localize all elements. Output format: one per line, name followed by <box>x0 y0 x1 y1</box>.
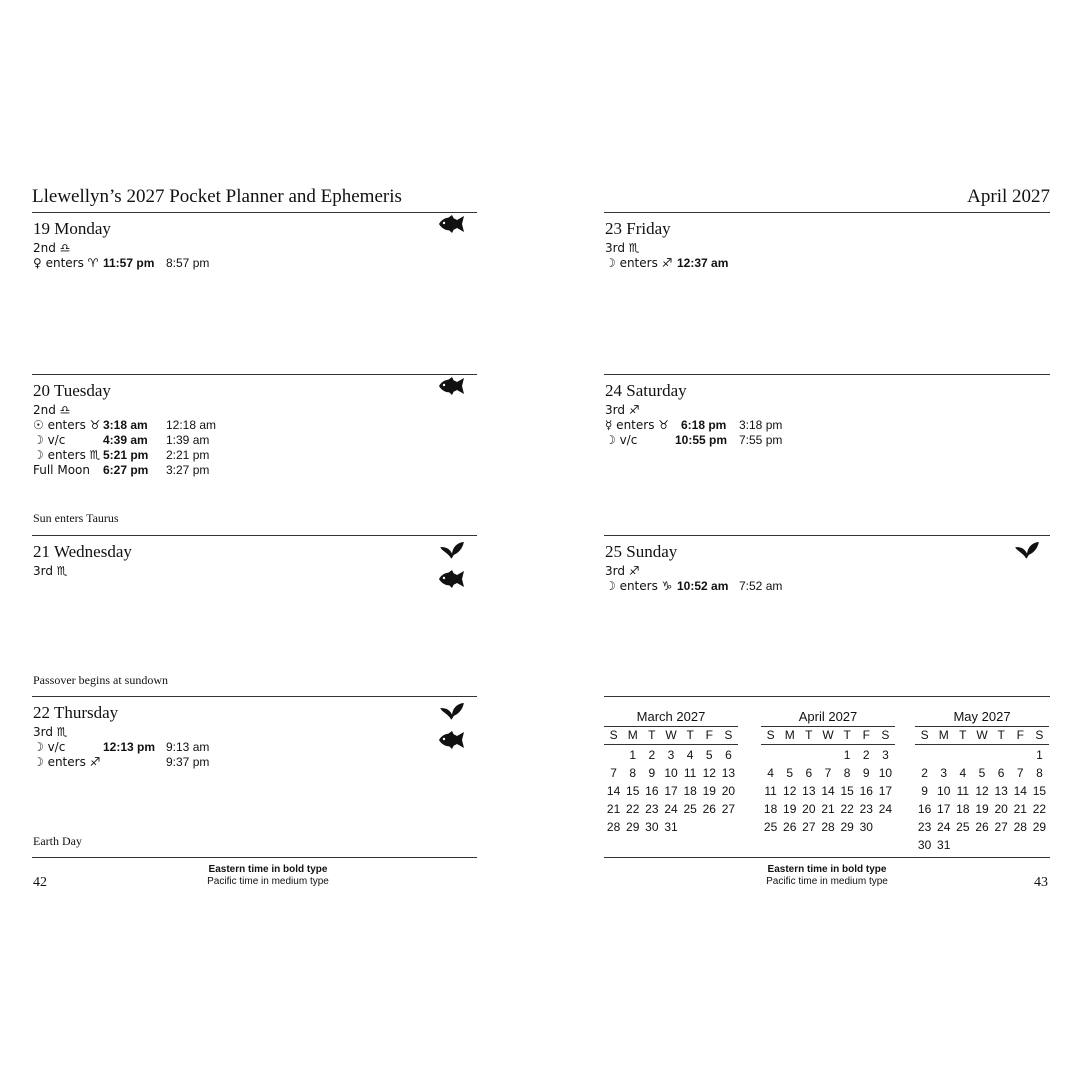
date-cell: 18 <box>956 802 970 816</box>
event-label: ☽ v/c <box>605 433 638 447</box>
pacific-time: 9:13 am <box>166 740 210 754</box>
date-cell: 23 <box>645 802 659 816</box>
eastern-time: 11:57 pm <box>103 256 155 270</box>
date-cell: 14 <box>1013 784 1027 798</box>
divider <box>604 857 1050 858</box>
weekday-header <box>604 727 738 745</box>
event-label: ☽ enters ♑ <box>605 579 673 593</box>
date-cell: 15 <box>1032 784 1047 798</box>
day-note: Passover begins at sundown <box>33 673 168 687</box>
calendar-title: March 2027 <box>604 709 738 727</box>
day-title: 19 Monday <box>33 219 111 238</box>
day-title: 24 Saturday <box>605 381 687 400</box>
date-cell: 12 <box>783 784 797 798</box>
date-cell: 16 <box>645 784 659 798</box>
moon-phase: 3rd ♐ <box>605 564 640 578</box>
date-cell: 6 <box>805 766 813 780</box>
day-block-25-sunday <box>604 536 1050 696</box>
date-cell: 26 <box>702 802 716 816</box>
running-head: April 2027 <box>967 186 1050 207</box>
date-cell: 2 <box>648 748 656 762</box>
event-label: ☉ enters ♉ <box>33 418 101 432</box>
date-cell: 27 <box>994 820 1008 834</box>
eastern-time: 6:18 pm <box>681 418 727 432</box>
date-cell: 10 <box>878 766 893 780</box>
date-cell: 11 <box>956 784 970 798</box>
date-cell: 12 <box>702 766 716 780</box>
running-head: Llewellyn’s 2027 Pocket Planner and Ephemeris <box>32 186 402 207</box>
date-cell: 8 <box>629 766 637 780</box>
empty-cell <box>799 746 818 764</box>
leaf-icon <box>1012 540 1042 560</box>
eastern-time: 12:37 am <box>677 256 729 270</box>
date-cell: 19 <box>783 802 797 816</box>
date-cell: 22 <box>1032 802 1047 816</box>
date-cell: 17 <box>664 784 678 798</box>
moon-phase: 2nd ♎ <box>33 403 71 417</box>
day-title: 23 Friday <box>605 219 671 238</box>
pacific-time: 9:37 pm <box>166 755 210 769</box>
date-cell: 24 <box>878 802 893 816</box>
date-cell: 18 <box>763 802 778 816</box>
date-cell: 19 <box>975 802 989 816</box>
date-cell: 6 <box>725 748 732 762</box>
date-cell: 11 <box>764 784 777 798</box>
date-cell: 28 <box>821 820 835 834</box>
date-cell: 21 <box>821 802 835 816</box>
mini-calendars <box>604 709 1050 859</box>
eastern-time: 6:27 pm <box>103 463 149 477</box>
empty-cell <box>915 746 934 764</box>
date-cell: 21 <box>606 802 621 816</box>
date-cell: 30 <box>645 820 659 834</box>
pacific-time: 3:18 pm <box>739 418 783 432</box>
event-label: Full Moon <box>33 463 90 477</box>
day-block-22-thursday <box>32 697 477 857</box>
date-cell: 18 <box>683 784 697 798</box>
day-title: 21 Wednesday <box>33 542 132 561</box>
mini-calendar-april <box>761 709 895 836</box>
date-cell: 25 <box>763 820 778 834</box>
moon-phase: 3rd ♐ <box>605 403 640 417</box>
time-legend <box>727 864 927 888</box>
date-cell: 4 <box>686 748 694 762</box>
eastern-time: 12:13 pm <box>103 740 156 754</box>
empty-cell <box>818 746 837 764</box>
date-cell: 31 <box>664 820 678 834</box>
date-cell: 7 <box>824 766 832 780</box>
pacific-time: 7:52 am <box>739 579 783 593</box>
empty-cell <box>604 746 623 764</box>
weekday-label: T <box>997 728 1005 742</box>
legend-bold: Eastern time in bold type <box>767 864 887 875</box>
date-cell: 28 <box>1013 820 1027 834</box>
pacific-time: 1:39 am <box>166 433 210 447</box>
eastern-time: 3:18 am <box>103 418 148 432</box>
divider <box>604 696 1050 697</box>
weekday-label: F <box>862 728 870 742</box>
date-cell: 17 <box>878 784 893 798</box>
right-page <box>604 0 1050 1080</box>
day-note: Earth Day <box>33 834 82 848</box>
day-block-20-tuesday <box>32 375 477 535</box>
empty-cell <box>934 746 953 764</box>
day-title: 20 Tuesday <box>33 381 111 400</box>
eastern-time: 5:21 pm <box>103 448 149 462</box>
weekday-header <box>915 727 1049 745</box>
date-cell: 1 <box>629 748 637 762</box>
date-cell: 2 <box>862 748 870 762</box>
date-cell: 1 <box>843 748 851 762</box>
empty-cell <box>953 746 972 764</box>
page-number: 43 <box>1034 875 1048 890</box>
moon-phase: 2nd ♎ <box>33 241 71 255</box>
left-page <box>32 0 477 1080</box>
weekday-label: W <box>976 728 988 742</box>
legend-medium: Pacific time in medium type <box>207 876 329 887</box>
date-cell: 11 <box>683 766 697 780</box>
weekday-header <box>761 727 895 745</box>
date-cell: 29 <box>1032 820 1047 834</box>
weekday-label: T <box>648 728 656 742</box>
date-cell: 3 <box>940 766 948 780</box>
date-cell: 30 <box>859 820 873 834</box>
event-label: ☽ v/c <box>33 433 66 447</box>
empty-cell <box>1011 746 1030 764</box>
time-legend <box>168 864 368 888</box>
day-title: 25 Sunday <box>605 542 678 561</box>
weekday-label: T <box>843 728 851 742</box>
date-cell: 29 <box>840 820 854 834</box>
calendar-title: April 2027 <box>761 709 895 727</box>
fish-icon <box>437 376 467 396</box>
date-cell: 29 <box>626 820 640 834</box>
page-number: 42 <box>33 875 47 890</box>
date-cell: 10 <box>664 766 678 780</box>
date-cell: 7 <box>1016 766 1024 780</box>
weekday-label: S <box>1035 728 1044 742</box>
moon-phase: 3rd ♏ <box>33 725 68 739</box>
eastern-time: 10:52 am <box>677 579 729 593</box>
moon-phase: 3rd ♏ <box>33 564 68 578</box>
date-cell: 23 <box>859 802 873 816</box>
weekday-label: W <box>665 728 677 742</box>
pacific-time: 3:27 pm <box>166 463 210 477</box>
date-cell: 25 <box>956 820 970 834</box>
date-cell: 22 <box>626 802 640 816</box>
leaf-icon <box>437 701 467 721</box>
weekday-label: S <box>920 728 929 742</box>
date-cell: 9 <box>862 766 870 780</box>
divider <box>32 857 477 858</box>
empty-cell <box>780 746 799 764</box>
legend-medium: Pacific time in medium type <box>766 876 888 887</box>
date-cell: 10 <box>937 784 951 798</box>
leaf-icon <box>437 540 467 560</box>
date-grid <box>761 746 895 836</box>
eastern-time: 10:55 pm <box>675 433 728 447</box>
date-cell: 8 <box>1036 766 1043 780</box>
day-title: 22 Thursday <box>33 703 119 722</box>
date-cell: 4 <box>767 766 774 780</box>
date-cell: 3 <box>882 748 889 762</box>
weekday-label: M <box>627 728 638 742</box>
date-cell: 8 <box>843 766 851 780</box>
day-block-24-saturday <box>604 375 1050 535</box>
pacific-time: 7:55 pm <box>739 433 783 447</box>
event-label: ☽ enters ♐ <box>33 755 101 769</box>
date-cell: 15 <box>840 784 854 798</box>
date-cell: 26 <box>783 820 797 834</box>
date-cell: 5 <box>705 748 713 762</box>
day-note: Sun enters Taurus <box>33 511 119 525</box>
date-cell: 22 <box>840 802 854 816</box>
date-cell: 13 <box>994 784 1008 798</box>
date-cell: 4 <box>959 766 967 780</box>
date-cell: 24 <box>664 802 678 816</box>
date-cell: 19 <box>702 784 716 798</box>
mini-calendar-may <box>915 709 1049 854</box>
date-grid <box>915 746 1049 854</box>
date-cell: 9 <box>648 766 656 780</box>
date-cell: 27 <box>802 820 816 834</box>
empty-cell <box>972 746 991 764</box>
fish-icon <box>437 730 467 750</box>
date-cell: 5 <box>978 766 986 780</box>
date-cell: 20 <box>994 802 1008 816</box>
date-cell: 16 <box>859 784 873 798</box>
date-cell: 14 <box>606 784 621 798</box>
weekday-label: T <box>805 728 813 742</box>
weekday-label: S <box>766 728 775 742</box>
date-cell: 3 <box>667 748 675 762</box>
date-cell: 28 <box>606 820 621 834</box>
date-cell: 20 <box>721 784 736 798</box>
date-cell: 13 <box>802 784 816 798</box>
event-label: ☽ v/c <box>33 740 66 754</box>
event-label: ☽ enters ♏ <box>33 448 101 462</box>
empty-cell <box>761 746 780 764</box>
day-block-19-monday <box>32 213 477 374</box>
date-cell: 16 <box>917 802 932 816</box>
date-cell: 17 <box>937 802 951 816</box>
date-cell: 24 <box>937 820 951 834</box>
calendar-title: May 2027 <box>915 709 1049 727</box>
day-block-23-friday <box>604 213 1050 374</box>
event-label: ☿ enters ♉ <box>605 418 670 432</box>
pacific-time: 12:18 am <box>166 418 217 432</box>
weekday-label: W <box>822 728 834 742</box>
date-cell: 1 <box>1036 748 1043 762</box>
date-cell: 26 <box>975 820 989 834</box>
weekday-label: T <box>686 728 694 742</box>
weekday-label: M <box>938 728 949 742</box>
date-cell: 31 <box>937 838 951 852</box>
date-grid <box>604 746 738 836</box>
date-cell: 6 <box>997 766 1005 780</box>
weekday-label: F <box>1016 728 1024 742</box>
date-cell: 2 <box>921 766 928 780</box>
date-cell: 23 <box>917 820 932 834</box>
eastern-time: 4:39 am <box>103 433 148 447</box>
date-cell: 27 <box>721 802 736 816</box>
event-label: ☽ enters ♐ <box>605 256 673 270</box>
day-block-21-wednesday <box>32 536 477 696</box>
pacific-time: 2:21 pm <box>166 448 210 462</box>
date-cell: 13 <box>721 766 736 780</box>
date-cell: 12 <box>975 784 989 798</box>
date-cell: 5 <box>786 766 794 780</box>
weekday-label: S <box>609 728 618 742</box>
event-label: ♀ enters ♈ <box>33 256 99 270</box>
date-cell: 7 <box>610 766 617 780</box>
weekday-label: S <box>881 728 890 742</box>
date-cell: 30 <box>917 838 932 852</box>
date-cell: 25 <box>683 802 697 816</box>
legend-bold: Eastern time in bold type <box>208 864 328 875</box>
fish-icon <box>437 214 467 234</box>
date-cell: 15 <box>626 784 640 798</box>
date-cell: 20 <box>802 802 816 816</box>
date-cell: 21 <box>1013 802 1027 816</box>
weekday-label: M <box>784 728 795 742</box>
fish-icon <box>437 569 467 589</box>
date-cell: 9 <box>921 784 928 798</box>
mini-calendar-march <box>604 709 738 836</box>
weekday-label: T <box>959 728 967 742</box>
moon-phase: 3rd ♏ <box>605 241 640 255</box>
weekday-label: S <box>724 728 733 742</box>
pacific-time: 8:57 pm <box>166 256 210 270</box>
date-cell: 14 <box>821 784 835 798</box>
weekday-label: F <box>705 728 713 742</box>
empty-cell <box>992 746 1011 764</box>
